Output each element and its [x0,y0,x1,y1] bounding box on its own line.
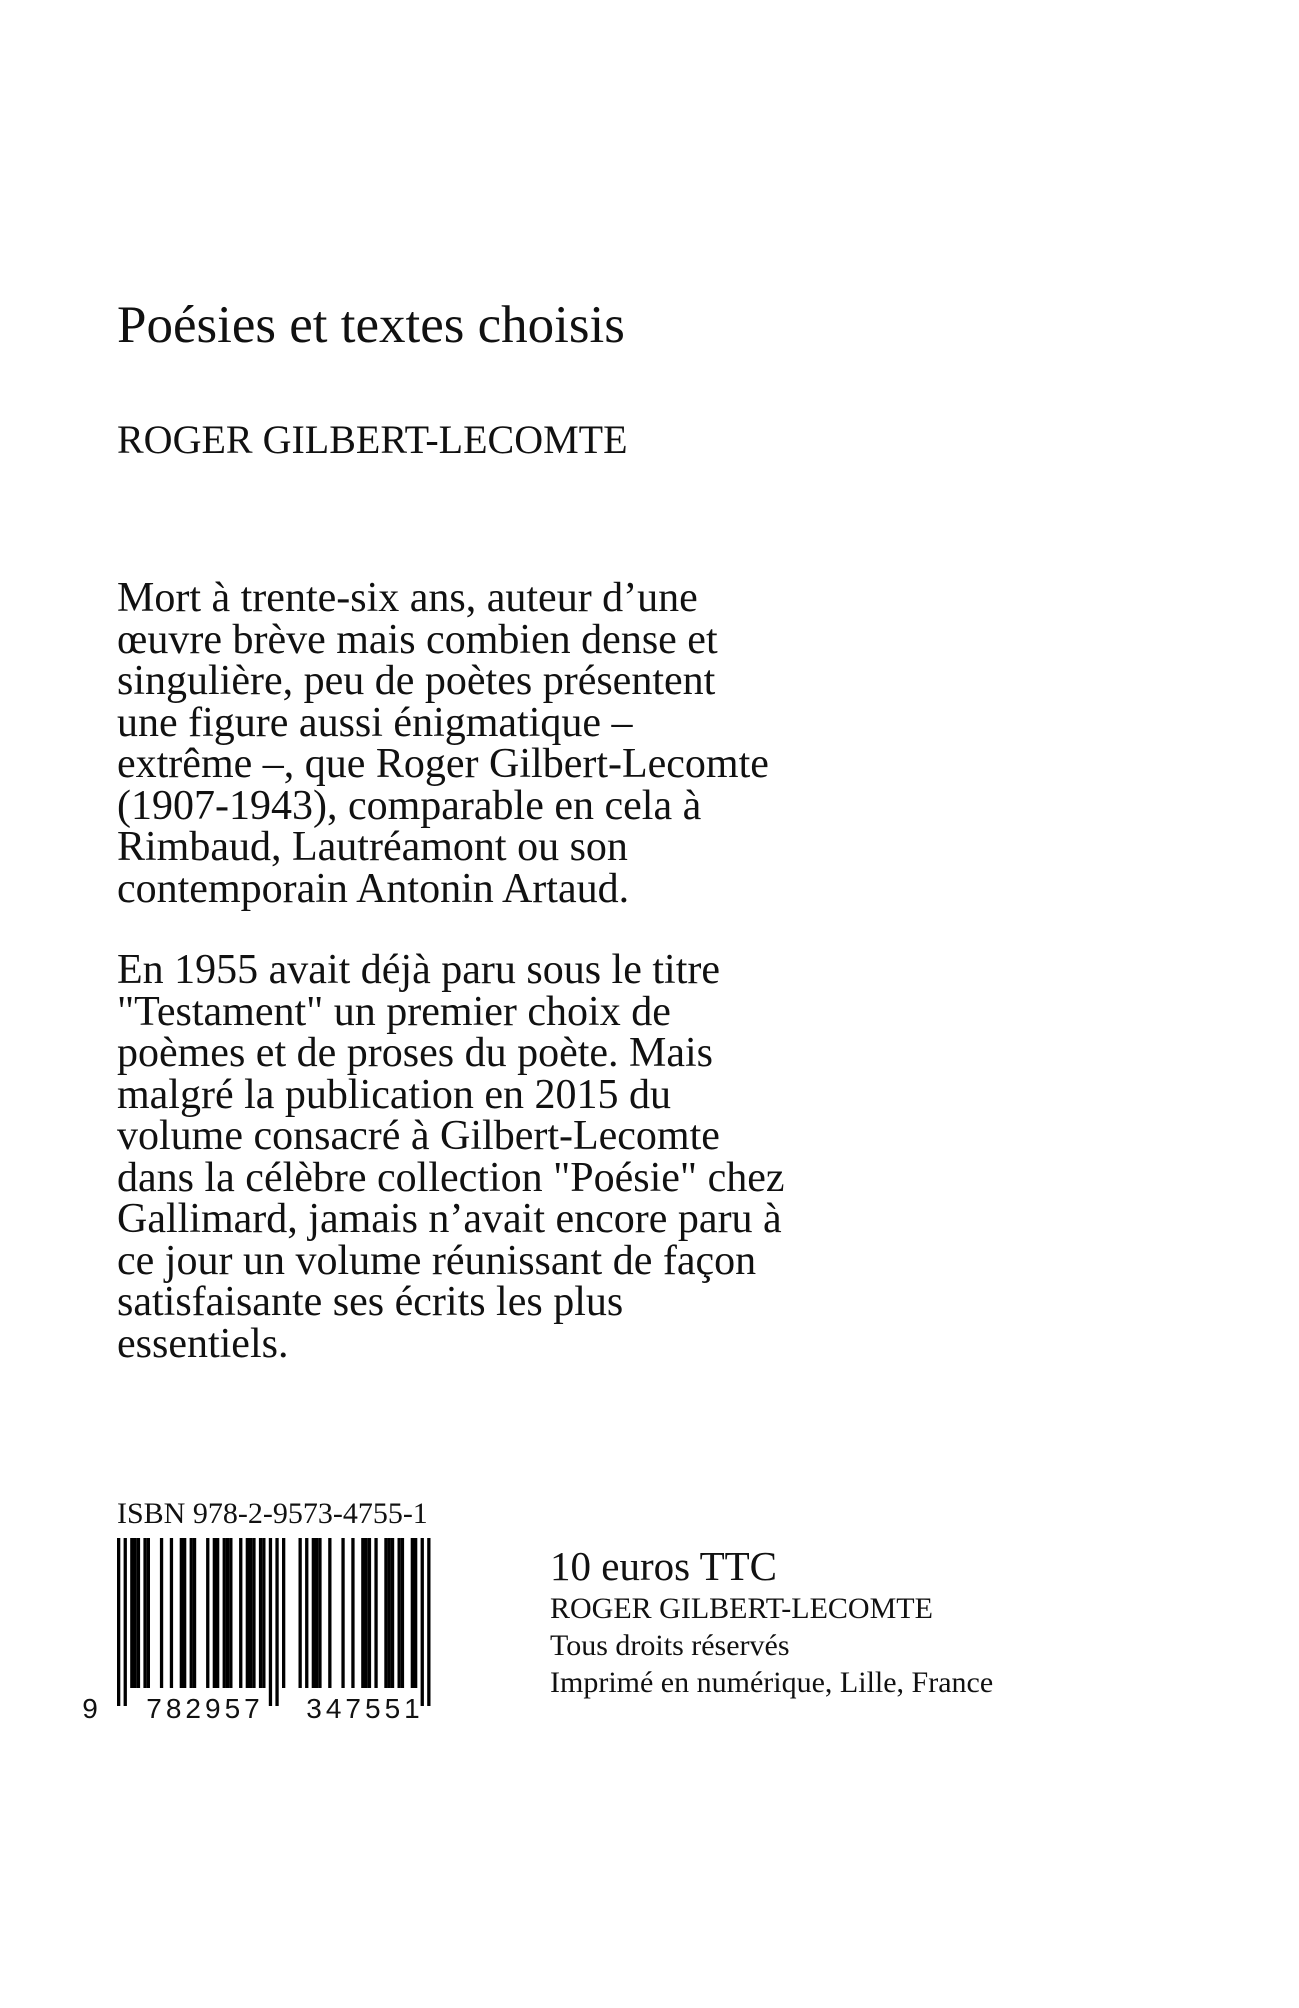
barcode-lead-digit: 9 [82,1693,98,1723]
barcode-bar [388,1538,391,1688]
barcode-bar [246,1538,249,1688]
blurb-line: satisfaisante ses écrits les plus [117,1279,624,1325]
barcode-bar [411,1538,414,1688]
barcode-bar [401,1538,404,1688]
barcode-bar [368,1538,371,1688]
blurb-paragraph-2 [117,947,785,1367]
barcode-bar [269,1538,272,1706]
barcode-bar [351,1538,354,1688]
publisher-info [550,1542,993,1701]
barcode-bar [193,1538,196,1688]
book-title: Poésies et textes choisis [117,296,625,354]
barcode-right-digits: 347551 [306,1693,424,1723]
price-label: 10 euros TTC [550,1543,778,1589]
barcode-bar [124,1538,127,1706]
barcode-bar [328,1538,331,1688]
barcode-bar [259,1538,262,1688]
blurb-line: essentiels. [117,1320,289,1367]
barcode-bar [275,1538,278,1706]
barcode-bar [137,1538,140,1688]
barcode-bar [361,1538,364,1688]
barcode-bar [160,1538,163,1688]
blurb-line: "Testament" un premier choix de [117,988,671,1035]
barcode-bar [229,1538,232,1688]
blurb-line: ce jour un volume réunissant de façon [117,1237,757,1284]
barcode-bar [315,1538,318,1688]
blurb-line: Rimbaud, Lautréamont ou son [117,824,628,870]
blurb-line: dans la célèbre collection "Poésie" chez [117,1154,785,1201]
barcode-bar [318,1538,321,1688]
barcode-bar [427,1538,430,1706]
footer-author: ROGER GILBERT-LECOMTE [550,1592,933,1625]
barcode-bar [282,1538,285,1688]
barcode-bar [223,1538,226,1688]
blurb-line: extrême –, que Roger Gilbert-Lecomte [117,741,769,787]
barcode-bar [391,1538,394,1688]
barcode-bar [206,1538,209,1688]
barcode-left-digits: 782957 [146,1693,264,1723]
barcode-bar [365,1538,368,1688]
barcode-bars [117,1538,431,1706]
barcode-bar [134,1538,137,1688]
barcode-bar [226,1538,229,1688]
barcode-bar [421,1538,424,1706]
blurb-line: poèmes et de proses du poète. Mais [117,1030,714,1076]
blurb-line: singulière, peu de poètes présentent [117,658,716,704]
blurb-line: malgré la publication en 2015 du [117,1071,672,1118]
rights-notice: Tous droits réservés [550,1629,790,1662]
barcode-bar [341,1538,344,1688]
blurb-line: œuvre brève mais combien dense et [117,616,718,663]
barcode-bar [183,1538,186,1688]
barcode-bar [239,1538,242,1688]
blurb-line: volume consacré à Gilbert-Lecomte [117,1113,720,1159]
barcode-bar [190,1538,193,1688]
barcode-bar [305,1538,308,1688]
barcode-bar [170,1538,173,1688]
blurb-line: Mort à trente-six ans, auteur d’une [117,575,698,621]
printing-notice: Imprimé en numérique, Lille, France [550,1666,994,1699]
barcode-bar [143,1538,146,1688]
barcode-bar [117,1538,120,1706]
barcode-bar [213,1538,216,1688]
blurb-line: En 1955 avait déjà paru sous le titre [117,947,720,993]
barcode-bar [252,1538,255,1688]
barcode-bar [147,1538,150,1688]
blurb-line: une figure aussi énigmatique – [117,699,633,746]
barcode [80,1538,470,1723]
barcode-bar [130,1538,133,1688]
barcode-bar [216,1538,219,1688]
barcode-bar [249,1538,252,1688]
blurb-line: contemporain Antonin Artaud. [117,865,630,912]
barcode-bar [299,1538,302,1688]
book-author: ROGER GILBERT-LECOMTE [117,417,628,462]
isbn-label: ISBN 978-2-9573-4755-1 [117,1497,428,1530]
blurb-paragraph-1 [117,575,769,912]
blurb-line: (1907-1943), comparable en cela à [117,782,702,829]
barcode-bar [398,1538,401,1688]
barcode-bar [262,1538,265,1688]
barcode-bar [384,1538,387,1688]
barcode-bar [180,1538,183,1688]
blurb-line: Gallimard, jamais n’avait encore paru à [117,1196,782,1242]
barcode-bar [312,1538,315,1688]
barcode-bar [414,1538,417,1688]
barcode-bar [374,1538,377,1688]
